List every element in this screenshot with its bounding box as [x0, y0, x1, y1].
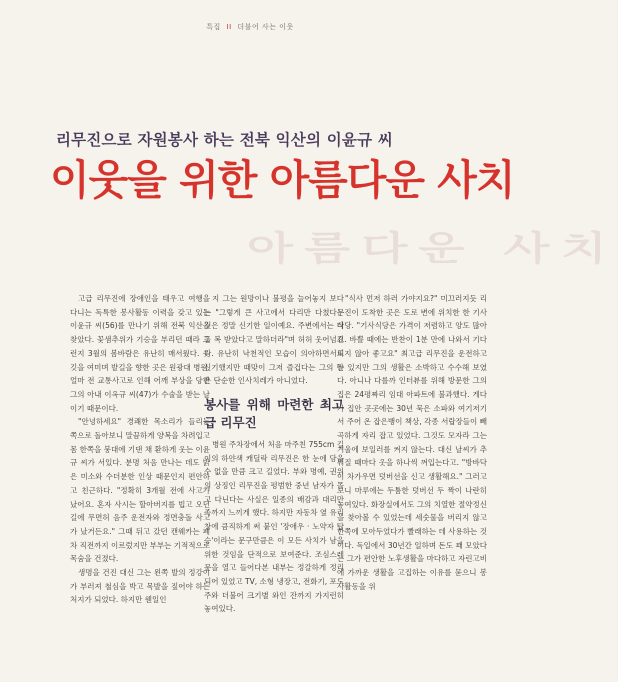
header-section: 특집: [206, 23, 221, 31]
background-photo: [0, 205, 618, 280]
section-heading: 봉사를 위해 마련한 최고급 리무진: [204, 396, 344, 430]
paragraph: 지 그는 원망이나 불평을 늘어놓지 보다는 "그렇게 큰 사고에서 다리만 다쳤다는 것은 정말 신기한 일이예요. 주변에서는 다들 복 받았다고 말하더라"며 허허 웃어넘긴다. 유난히 낙천적인 모습이 의아하면서도 신기했지만 때맞이 그저 즐겁다는 그의 말은 단순한 인사치레가 아니었다.: [204, 294, 344, 386]
text-column-1: [70, 292, 210, 672]
text-column-3: [337, 292, 487, 672]
paragraph: 생명을 건진 대신 그는 왼쪽 발의 정강이가 부러져 철심을 박고 목발을 짚어야 하는 처지가 되었다. 하지만 웬일인: [70, 568, 210, 605]
text-column-2: [204, 292, 344, 672]
paragraph: 고급 리무진에 장애인을 태우고 여행을 다니는 독특한 봉사활동 이력을 갖고 있는 이윤규 씨(56)를 만나기 위해 전북 익산을 찾았다. 꽃샘추위가 기승을 부리던 때라 그런지 3월의 봄바람은 유난히 매서웠다. 옷깃을 여미며 발길을 향한 곳은 원광대 병원. 얼마 전 교통사고로 인해 어깨 부상을 당한 그의 아내 이옥규 씨(47)가 수술을 받는 날이기 때문이다.: [70, 294, 210, 413]
paragraph: 병원 주차장에서 처음 마주친 755cm 길이의 하얀색 캐딜락 리무진은 한 눈에 담을 수 없을 만큼 크고 길었다. 부와 명예, 권위의 상징인 리무진을 평범한 중년 남자가 몰고 다닌다는 사실은 일종의 배감과 대리만족까지 느끼게 했다. 하지만 자동차 옆 유리창에 큼직하게 써 붙인 '장애우 · 노약자 탑승'이라는 문구만큼은 이 모든 사치가 남을 위한 것임을 단적으로 보여준다. 조심스레 문을 열고 들어다본 내부는 정갈하게 정리되어 있었고 TV, 소형 냉장고, 전화기, 포도주와 더불어 크기별 와인 잔까지 가지런히 놓여있다.: [204, 439, 344, 614]
header-separator: II: [226, 23, 232, 31]
photo-ghost-text: 아름다운 사치: [247, 229, 618, 269]
header-topic: 더불어 사는 이웃: [237, 23, 294, 31]
paragraph: "식사 먼저 하러 가야지요?" 미끄러지듯 리무진이 도착한 곳은 도로 변에 위치한 한 기사식당. "기사식당은 가격이 저렴하고 양도 많아요. 바쁠 때에는 반찬이 1분 만에 나와서 기다리지 않아 좋고요" 최고급 리무진을 운전하고는 있지만 그의 생활은 소박하고 수수해 보였다. 아니나 다를까 인터뷰를 위해 방문한 그의 집은 24평짜리 임대 아파트에 불과했다. 게다가 집안 곳곳에는 30년 묵은 소파와 여기저기서 주어 온 잡은뱅이 책상, 각종 서랍장들이 빼곡하게 자리 잡고 있었다. 그것도 모자라 그는 겨울에 보일러를 켜지 않는다. 대신 날씨가 추워질 때마다 옷을 하나씩 껴입는다고. "방바닥이 차가우면 덧버선을 신고 생활해요." 그러고 보니 마루에는 두툼한 덧버선 두 짝이 나란히 놓여있다. 화장실에서도 그의 치열한 절약정신을 찾아볼 수 있었는데 세숫물을 버리지 않고 한쪽에 모아두었다가 빨래하는 데 사용하는 것이다. 독일에서 30년간 일하며 돈도 꽤 모았다는 그가 편안한 노후생활을 마다하고 자린고비에 가까운 생활을 고집하는 이유를 묻으니 봉사활동을 위: [337, 294, 487, 591]
article-title: 이웃을 위한 아름다운 사치: [50, 156, 515, 204]
paragraph: "안녕하세요" 경쾌한 목소리가 들리는 쪽으로 돌아보니 말끔하게 양복을 차려입고 몸 한쪽을 붕대에 기댄 채 환하게 웃는 이윤규 씨가 서있다. 분명 처음 만나는 데도 밝은 미소와 수더분한 인상 때문인지 편안하고 친근하다. "정확히 3개월 전에 사고가 났어요. 혼자 사시는 할아버지를 빕고 오던 길에 무면허 음주 운전자와 정면충돌 사고가 났거든요." 그때 뒤고 갔던 캔웨카는 폐차 직전까지 이르렀지만 부부는 기적적으로 목숨을 건졌다.: [70, 417, 210, 564]
section-header: [0, 22, 500, 32]
article-subtitle: 리무진으로 자원봉사 하는 전북 익산의 이윤규 씨: [56, 131, 394, 149]
